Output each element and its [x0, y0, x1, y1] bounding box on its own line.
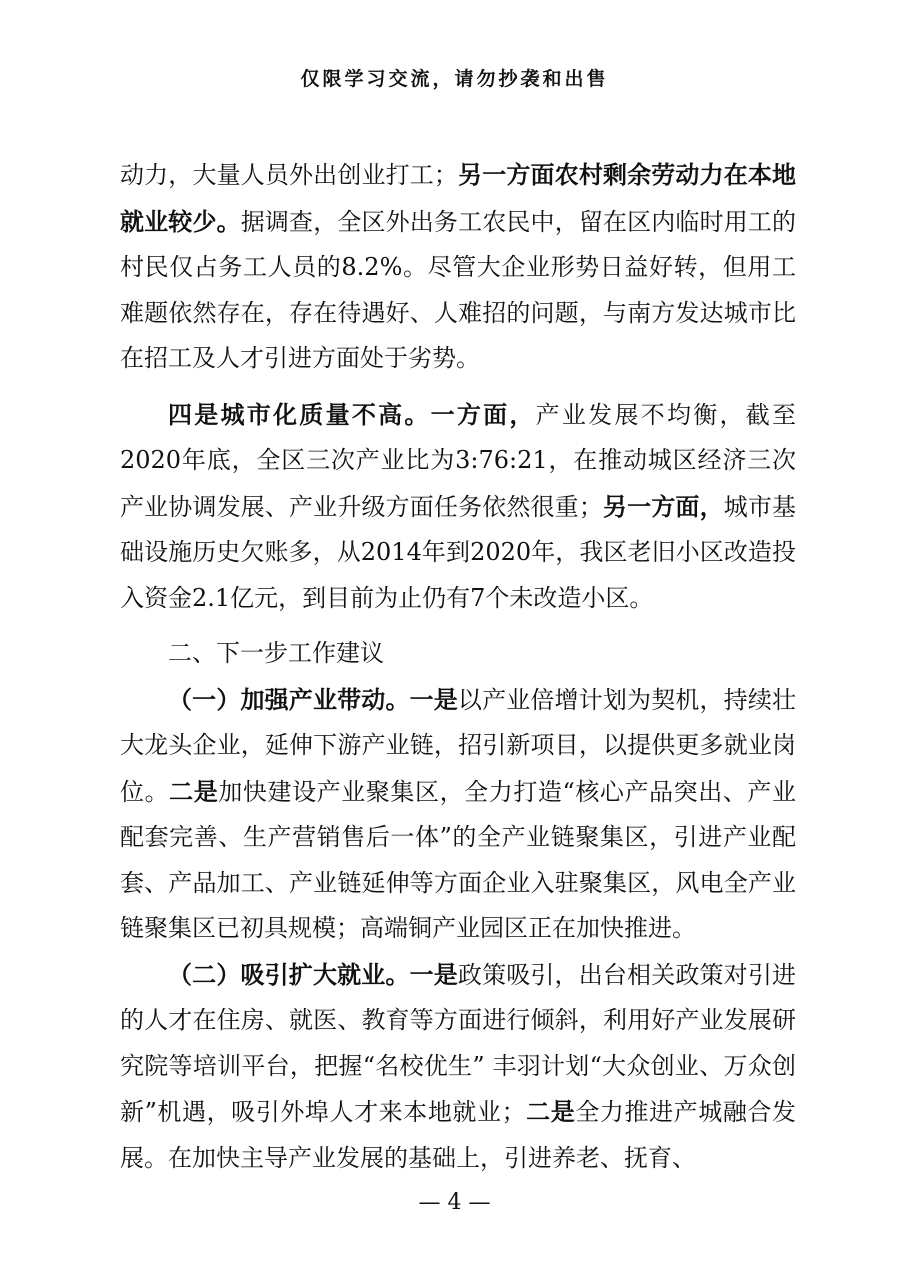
paragraph-2-bold-2: 另一方面，: [602, 491, 724, 521]
paragraph-4-text-1: 政策吸引，出台相关政策对引进的人才在住房、就医、教育等方面进行倾斜，利用好产业发展研究院等培训平台，把握“名校优生” 丰羽计划“大众创业、万众创新”机遇，吸引外埠人才来本地就业；: [120, 960, 797, 1126]
paragraph-4-text-2: 全力推进产城融合发展。在加快主导产业发展的基础上，引进养老、抚育、: [120, 1098, 797, 1172]
document-body: [120, 152, 796, 1181]
paragraph-2-text-2: 城市基础设施历史欠账多，从2014年到2020年，我区老旧小区改造投入资金2.1亿元，到目前为止仍有7个未改造小区。: [120, 492, 797, 612]
paragraph-4-bold-1: （二）吸引扩大就业。一是: [168, 959, 458, 989]
paragraph-2-text-1: 产业发展不均衡，截至2020年底，全区三次产业比为3:76:21，在推动城区经济三次产业协调发展、产业升级方面任务依然很重；: [120, 400, 797, 521]
paragraph-1-bold-1: 另一方面农村剩余劳动力在本地就业较少。: [120, 160, 797, 236]
page-number: — 4 —: [418, 1190, 491, 1215]
section-heading: 二、下一步工作建议: [168, 639, 384, 667]
paragraph-3-text-1: 以产业倍增计划为契机，持续壮大龙头企业，延伸下游产业链，招引新项目，以提供更多就业岗位。: [120, 685, 797, 806]
paragraph-3: [120, 677, 796, 952]
page-header-notice: 仅限学习交流，请勿抄袭和出售: [300, 68, 609, 90]
paragraph-1: [120, 152, 796, 382]
paragraph-3-bold-1: （一）加强产业带动。一是: [168, 684, 458, 714]
paragraph-2: [120, 392, 796, 622]
paragraph-4-bold-2: 二是: [525, 1097, 576, 1126]
paragraph-3-text-2: 加快建设产业聚集区，全力打造“核心产品突出、产业配套完善、生产营销售后一体”的全产业链聚集区，引进产业配套、产品加工、产业链延伸等方面企业入驻聚集区，风电全产业链聚集区已初具规模；高端铜产业园区正在加快推进。: [120, 777, 797, 942]
paragraph-4: [120, 952, 796, 1182]
paragraph-3-bold-2: 二是: [169, 776, 219, 806]
paragraph-2-bold-1: 四是城市化质量不高。一方面，: [168, 399, 536, 429]
paragraph-1-text-1: 动力，大量人员外出创业打工；: [120, 161, 458, 189]
paragraph-1-text-2: 据调查，全区外出务工农民中，留在区内临时用工的村民仅占务工人员的8.2%。尽管大企业形势日益好转，但用工难题依然存在，存在待遇好、人难招的问题，与南方发达城市比在招工及人才引进方面处于劣势。: [120, 207, 797, 372]
